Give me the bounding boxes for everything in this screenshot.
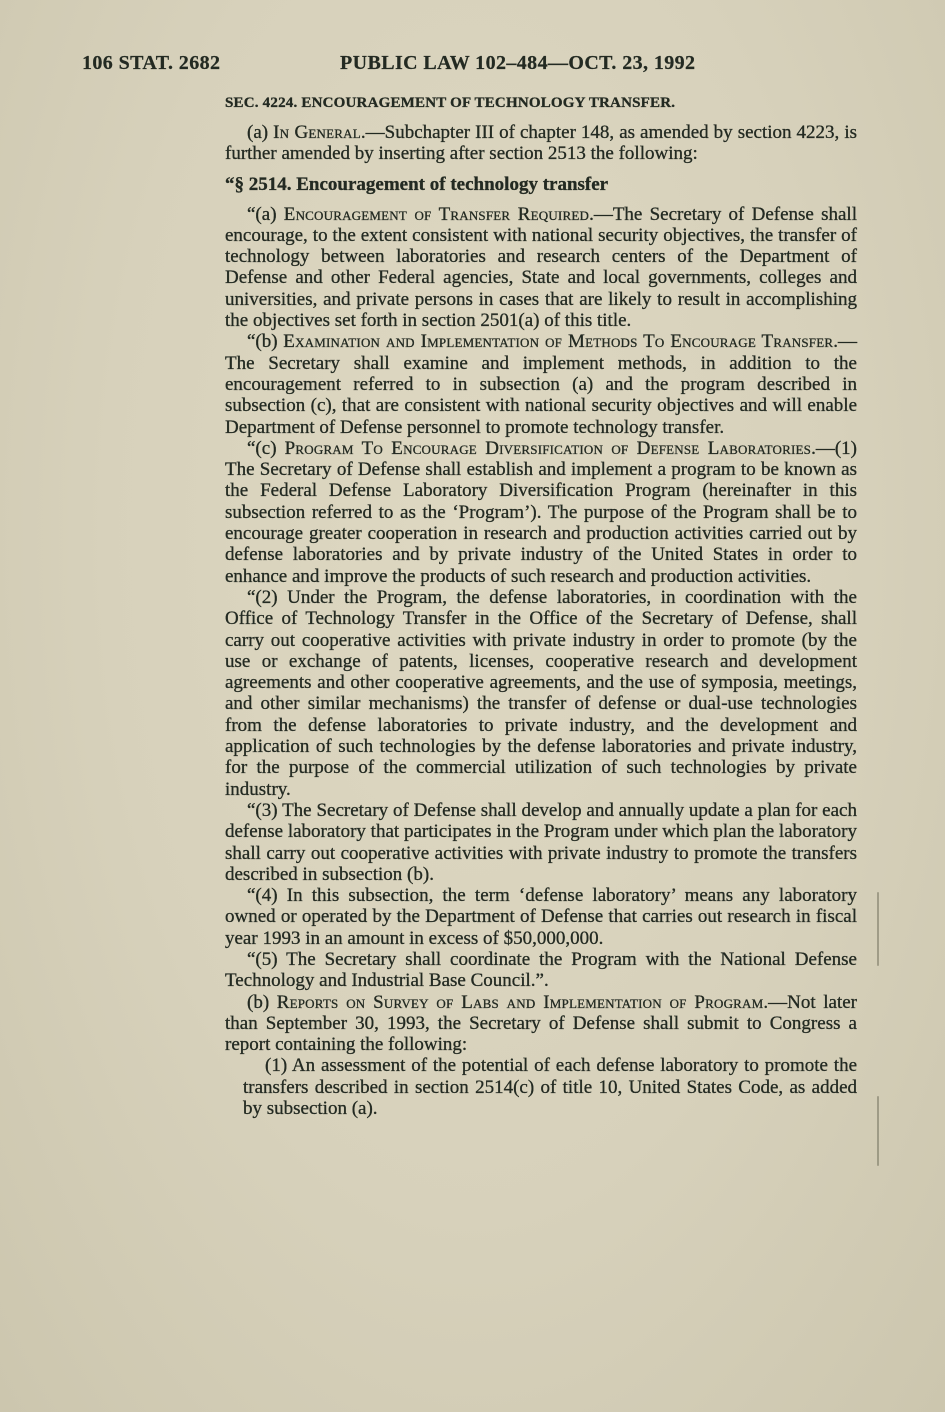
para-lead: (b) [247,991,277,1013]
paragraph-in-general [225,122,857,165]
para-lead: (1) [265,1055,292,1077]
para-smallcaps: In General [273,122,361,143]
para-text: The Secretary shall coordinate the Program with the National Defense Technology and Industrial Base Council.”. [225,948,857,992]
quoted-section-heading: “§ 2514. Encouragement of technology transfer [225,173,609,195]
paragraph-c5 [225,949,857,992]
para-lead: “(2) [247,586,288,608]
para-lead: “(4) [247,885,287,907]
law-citation: PUBLIC LAW 102–484—OCT. 23, 1992 [340,52,696,74]
para-smallcaps: Encouragement of Transfer Required [283,203,590,225]
para-text: In this subsection, the term ‘defense laboratory’ means any laboratory owned or operated by the Department of Defense that carries out research in fiscal year 1993 in an amount in excess of $50,000,000. [225,885,857,949]
para-lead: “(3) [247,799,283,821]
para-lead: “(b) [247,331,284,353]
para-text: The Secretary of Defense shall develop and annually update a plan for each defense laboratory that participates in the Program under which plan the laboratory shall carry out cooperative activities with private industry to promote the transfers described in subsection (b). [225,799,857,885]
para-text: .—The Secretary shall examine and implement methods, in addition to the encouragement referred to in subsection (a) and the program described in subsection (c), that are consistent with national security objectives and will enable Department of Defense personnel to promote technology transfer. [225,331,857,438]
para-text: .—(1) The Secretary of Defense shall establish and implement a program to be known as the Federal Defense Laboratory Diversification Program (hereinafter in this subsection referred to as the ‘Program’). The purpose of the Program shall be to encourage greater cooperation in research and production activities carried out by defense laboratories and by private industry of the United States in order to enhance and improve the products of such research and production activities. [225,437,857,587]
para-smallcaps: Examination and Implementation of Methods To Encourage Transfer [283,331,834,353]
paragraph-reports [225,992,857,1056]
paragraph-c2 [225,587,857,800]
para-text: .—The Secretary of Defense shall encourage, to the extent consistent with national security objectives, the transfer of technology between laboratories and research centers of the Department of Defense and other Federal agencies, State and local governments, colleges and universities, and private persons in cases that are likely to result in accomplishing the objectives set forth in section 2501(a) of this title. [225,203,857,332]
para-lead: (a) [247,122,274,143]
para-lead: “(5) [247,948,287,970]
stat-citation: 106 STAT. 2682 [82,52,221,74]
paragraph-subsection-c [225,438,857,587]
text-column [225,95,857,1119]
para-smallcaps: Reports on Survey of Labs and Implementation of Program [276,991,764,1013]
para-smallcaps: Program To Encourage Diversification of Defense Laboratories [284,437,812,459]
section-heading: SEC. 4224. ENCOURAGEMENT OF TECHNOLOGY TRANSFER. [225,95,676,111]
paragraph-c3 [225,800,857,885]
paragraph-subsection-b [225,331,857,437]
para-text: An assessment of the potential of each defense laboratory to promote the transfers described in section 2514(c) of title 10, United States Code, as added by subsection (a). [243,1055,857,1120]
paragraph-subsection-a [225,204,857,332]
para-text: .—Subchapter III of chapter 148, as amended by section 4223, is further amended by inserting after section 2513 the following: [225,122,857,165]
scan-margin-line [877,1096,879,1166]
para-text: .—Not later than September 30, 1993, the Secretary of Defense shall submit to Congress a report containing the following: [225,991,857,1056]
para-text: Under the Program, the defense laboratories, in coordination with the Office of Technology Transfer in the Office of the Secretary of Defense, shall carry out cooperative activities with private industry in order to promote (by the use or exchange of patents, licenses, cooperative research and development agreements and other cooperative agreements, and the use of symposia, meetings, and other similar mechanisms) the transfer of defense or dual-use technologies from the defense laboratories to private industry, and the development and application of such technologies by the defense laboratories and private industry, for the purpose of the commercial utilization of such technologies by private industry. [225,586,857,800]
paragraph-report-item-1 [243,1055,857,1119]
para-lead: “(c) [247,437,285,459]
scan-margin-line [877,892,879,966]
para-lead: “(a) [247,203,284,225]
paragraph-c4 [225,885,857,949]
